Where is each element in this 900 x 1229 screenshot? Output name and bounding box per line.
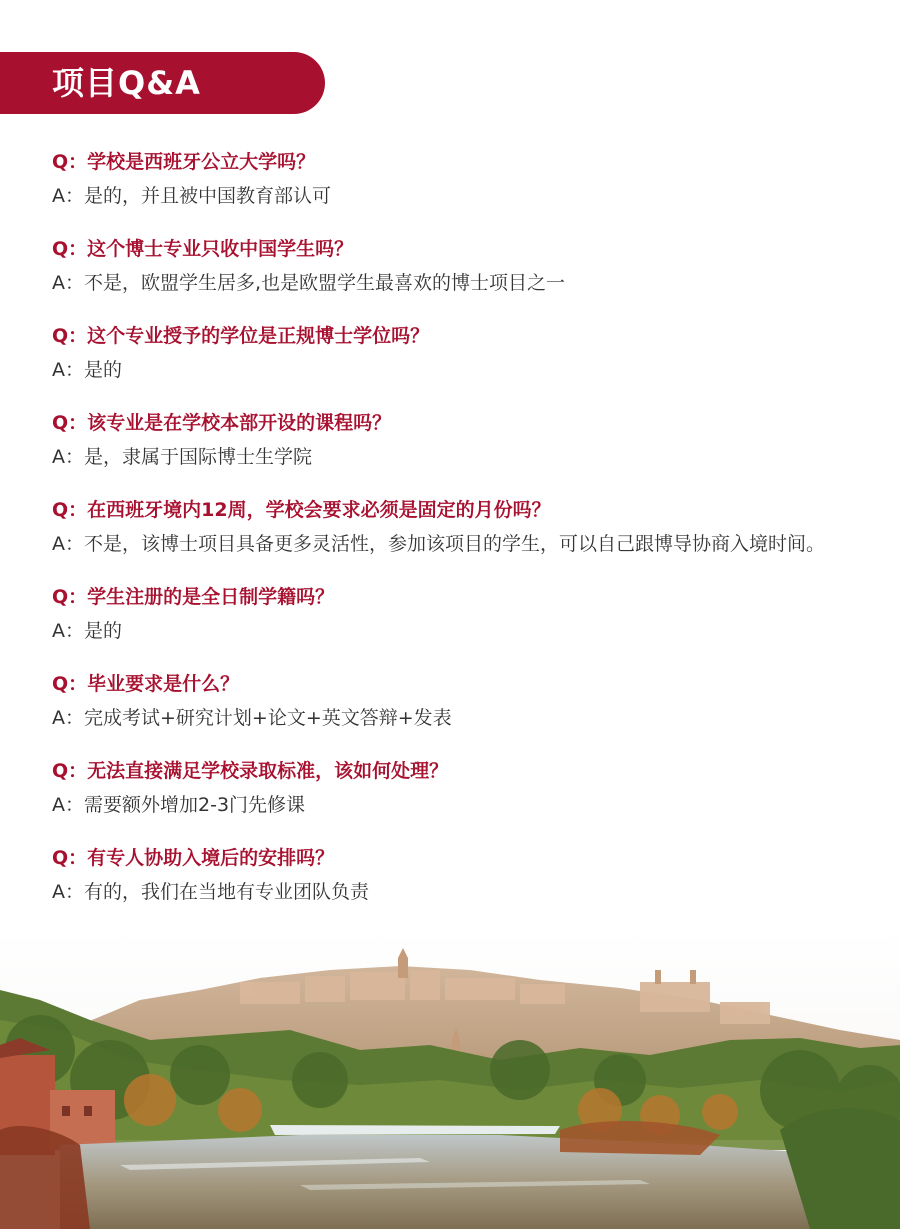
faq-item (52, 409, 872, 474)
faq-item (52, 322, 872, 387)
landscape-illustration (0, 930, 900, 1229)
page-title: 项目Q&A (52, 64, 201, 102)
faq-item (52, 757, 872, 822)
faq-question: Q：这个博士专业只收中国学生吗？ (52, 238, 354, 260)
faq-question: Q：学生注册的是全日制学籍吗？ (52, 586, 335, 608)
faq-question: Q：这个专业授予的学位是正规博士学位吗？ (52, 325, 430, 347)
faq-answer: A：是的 (52, 620, 122, 642)
faq-answer: A：是的 (52, 359, 122, 381)
faq-item (52, 148, 872, 213)
faq-answer: A：有的，我们在当地有专业团队负责 (52, 881, 369, 903)
faq-item (52, 670, 872, 735)
faq-question: Q：无法直接满足学校录取标准，该如何处理？ (52, 760, 449, 782)
faq-question: Q：该专业是在学校本部开设的课程吗？ (52, 412, 392, 434)
faq-item (52, 235, 872, 300)
faq-answer: A：不是，该博士项目具备更多灵活性，参加该项目的学生，可以自己跟博导协商入境时间。 (52, 533, 825, 555)
faq-question: Q：有专人协助入境后的安排吗？ (52, 847, 335, 869)
faq-answer: A：是，隶属于国际博士生学院 (52, 446, 312, 468)
faq-item (52, 496, 872, 561)
faq-item (52, 583, 872, 648)
faq-answer: A：需要额外增加2-3门先修课 (52, 794, 306, 816)
faq-answer: A：完成考试+研究计划+论文+英文答辩+发表 (52, 707, 452, 729)
city-river-landscape-image (0, 930, 900, 1229)
faq-list (52, 148, 872, 931)
header-banner (0, 52, 325, 114)
faq-question: Q：在西班牙境内12周，学校会要求必须是固定的月份吗？ (52, 499, 551, 521)
faq-question: Q：学校是西班牙公立大学吗？ (52, 151, 316, 173)
faq-answer: A：是的，并且被中国教育部认可 (52, 185, 331, 207)
faq-answer: A：不是，欧盟学生居多,也是欧盟学生最喜欢的博士项目之一 (52, 272, 566, 294)
faq-item (52, 844, 872, 909)
faq-question: Q：毕业要求是什么？ (52, 673, 240, 695)
